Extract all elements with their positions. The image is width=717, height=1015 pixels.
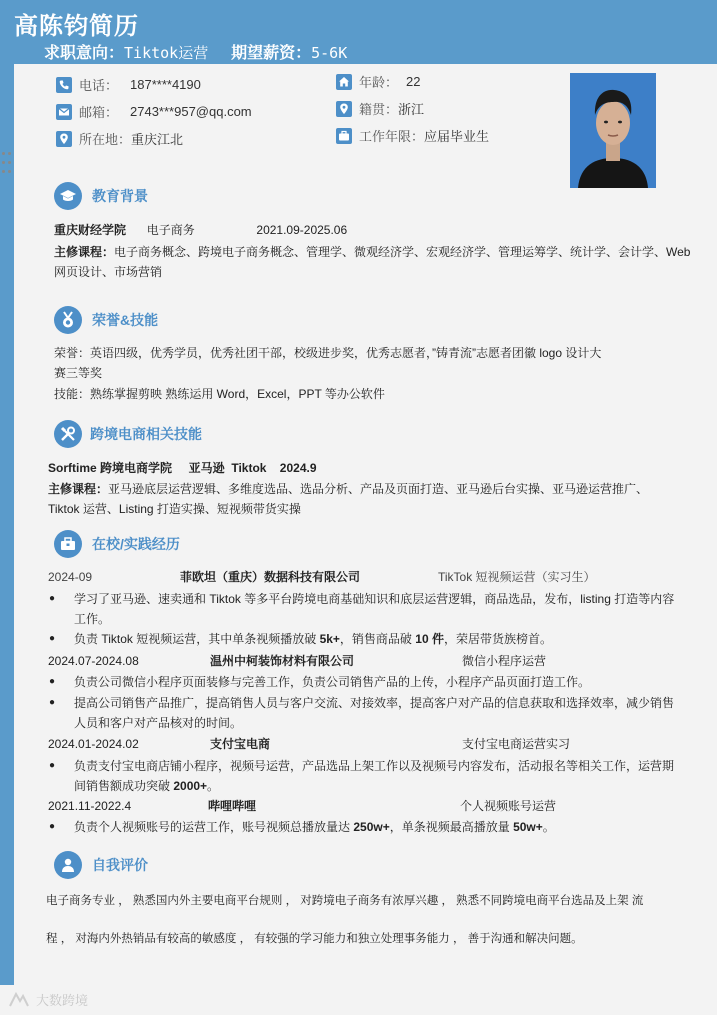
- bullet-text: 工作。: [74, 612, 111, 626]
- bullet-text: ● 提高公司销售产品推广，提高销售人员与客户交流、对接效率，提高客户对产品的信息获取和选择效率，减少销售: [74, 696, 675, 710]
- location-label: 所在地：: [79, 132, 132, 147]
- years-value: 应届毕业生: [424, 129, 490, 144]
- crossborder-course: Sorftime 跨境电商学院 亚马逊 Tiktok 2024.9: [48, 461, 317, 475]
- age-value: 22: [406, 74, 421, 89]
- bullet-text: 。: [542, 820, 555, 834]
- years-label: 工作年限：: [359, 129, 425, 144]
- section-experience-title: [54, 530, 180, 558]
- salary-label: 期望薪资：: [231, 45, 312, 62]
- phone-icon: [56, 77, 72, 93]
- watermark-logo-icon: [8, 992, 30, 1008]
- crossborder-title-text: 跨境电商相关技能: [90, 426, 202, 442]
- job-bullet: [74, 629, 694, 649]
- self-title-text: 自我评价: [92, 857, 148, 873]
- education-entry: [54, 220, 347, 240]
- origin-label: 籍贯：: [359, 102, 399, 117]
- major: 电子商务: [146, 223, 195, 237]
- bullet-text: 间销售额成功突破: [74, 779, 174, 793]
- location-row: [56, 129, 183, 148]
- years-row: [336, 126, 489, 145]
- mail-icon: [56, 104, 72, 120]
- location-pin-icon: [336, 101, 352, 117]
- section-crossborder-title: [54, 420, 202, 448]
- bullet-text: 人员和客户对产品核对的时间。: [74, 716, 243, 730]
- job-role: 个人视频账号运营: [460, 799, 557, 813]
- bullet-text: ● 学习了亚马逊、速卖通和 Tiktok 等多平台跨境电商基础知识和底层运营逻辑，商品选品，发布，listing 打造等内容: [74, 592, 675, 606]
- metric: 5k+: [319, 632, 340, 646]
- briefcase-icon: [336, 128, 352, 144]
- job-intent: [44, 40, 347, 63]
- age-row: [336, 72, 420, 91]
- intent-value: Tiktok运营: [124, 44, 209, 62]
- crossborder-courses-label: 主修课程：: [48, 482, 109, 496]
- drag-handle-icon[interactable]: [1, 150, 13, 176]
- crossborder-courses-line1: [48, 479, 648, 499]
- job-bullet: [74, 589, 694, 629]
- education-title-text: 教育背景: [92, 188, 148, 204]
- job-period: 2021.11-2022.4: [48, 799, 132, 813]
- job-company: 哔哩哔哩: [208, 799, 257, 813]
- email-label: 邮箱：: [79, 105, 119, 120]
- bullet-text: 。: [207, 779, 220, 793]
- metric: 50w+: [513, 820, 543, 834]
- resume-name: 高陈钧简历: [14, 13, 139, 40]
- job-bullet: [74, 672, 694, 692]
- job-period: 2024-09: [48, 570, 93, 584]
- crossborder-courses-text: 亚马逊底层运营逻辑、多维度选品、选品分析、产品及页面打造、亚马逊后台实操、亚马逊运营推广、: [108, 482, 649, 496]
- intent-label: 求职意向：: [44, 45, 125, 62]
- profile-photo: [570, 73, 656, 188]
- toolbox-icon: [54, 530, 82, 558]
- location-pin-icon: [56, 131, 72, 147]
- salary-value: 5-6K: [311, 44, 348, 62]
- user-icon: [54, 851, 82, 879]
- education-courses-line1: [54, 242, 690, 262]
- job-role: TikTok 短视频运营（实习生）: [438, 570, 596, 584]
- bullet-text: 负责个人视频账号的运营工作，账号视频总播放量达: [74, 820, 354, 834]
- section-self-title: [54, 851, 148, 879]
- bullet-text: ，荣居带货族榜首。: [443, 632, 552, 646]
- tools-icon: [54, 420, 82, 448]
- school-name: 重庆财经学院: [54, 223, 127, 237]
- bullet-text: ● 负责支付宝电商店铺小程序，视频号运营，产品选品上架工作以及视频号内容发布，活动报名等相关工作，运营期: [74, 759, 675, 773]
- medal-icon: [54, 306, 82, 334]
- self-eval-line2: 程 ， 对海内外热销品有较高的敏感度 ， 有较强的学习能力和独立处理事务能力 ， 善于沟通和解决问题。: [46, 933, 583, 945]
- job-role: 支付宝电商运营实习: [462, 737, 571, 751]
- education-courses-line2: 网页设计、市场营销: [54, 265, 163, 279]
- courses-label: 主修课程：: [54, 245, 115, 259]
- job-company: 菲欧坦（重庆）数据科技有限公司: [180, 570, 361, 584]
- watermark: [8, 990, 88, 1009]
- metric: 10 件: [415, 632, 444, 646]
- bullet-text: ● 负责公司微信小程序页面装修与完善工作，负责公司销售产品的上传，小程序产品页面打造工作。: [74, 675, 591, 689]
- phone-value: 187****4190: [130, 77, 201, 92]
- section-education-title: [54, 182, 148, 210]
- honors-title-text: 荣誉&技能: [92, 312, 159, 328]
- job-bullet: [74, 817, 694, 837]
- honors-line2: 赛三等奖: [54, 366, 103, 380]
- courses-text: 电子商务概念、跨境电子商务概念、管理学、微观经济学、宏观经济学、管理运筹学、统计学、会计学、Web: [114, 245, 691, 259]
- phone-row: [56, 75, 201, 94]
- job-company: 支付宝电商: [210, 737, 271, 751]
- bullet-text: ，销售商品破: [339, 632, 416, 646]
- watermark-text: 大数跨境: [36, 993, 89, 1008]
- origin-value: 浙江: [398, 102, 425, 117]
- email-row: [56, 102, 252, 121]
- origin-row: [336, 99, 424, 118]
- bullet-text: 负责 Tiktok 短视频运营，其中单条视频播放破: [74, 632, 320, 646]
- section-honors-title: [54, 306, 158, 334]
- home-icon: [336, 74, 352, 90]
- self-eval-line1: 电子商务专业 ， 熟悉国内外主要电商平台规则 ， 对跨境电子商务有浓厚兴趣 ， 熟悉不同跨境电商平台选品及上架 流: [46, 895, 644, 907]
- email-value: 2743***957@qq.com: [130, 104, 252, 119]
- bullet-text: ，单条视频最高播放量: [389, 820, 514, 834]
- crossborder-courses-line2: Tiktok 运营、Listing 打造实操、短视频带货实操: [48, 502, 301, 516]
- location-value: 重庆江北: [131, 132, 184, 147]
- job-period: 2024.07-2024.08: [48, 654, 139, 668]
- honors-line1: 荣誉：英语四级，优秀学员，优秀社团干部，校级进步奖，优秀志愿者，”铸青流”志愿者团徽 logo 设计大: [54, 346, 602, 360]
- experience-title-text: 在校/实践经历: [92, 536, 180, 552]
- job-bullet: [74, 756, 694, 796]
- phone-label: 电话：: [79, 78, 119, 93]
- education-period: 2021.09-2025.06: [256, 223, 348, 237]
- skills-line: 技能：熟练掌握剪映 熟练运用 Word，Excel，PPT 等办公软件: [54, 387, 385, 401]
- left-accent-bar: [0, 64, 14, 985]
- age-label: 年龄：: [359, 75, 399, 90]
- metric: 250w+: [353, 820, 390, 834]
- job-role: 微信小程序运营: [462, 654, 547, 668]
- job-period: 2024.01-2024.02: [48, 737, 139, 751]
- job-company: 温州中柯装饰材料有限公司: [210, 654, 355, 668]
- metric: 2000+: [173, 779, 208, 793]
- job-bullet: [74, 693, 694, 733]
- graduation-cap-icon: [54, 182, 82, 210]
